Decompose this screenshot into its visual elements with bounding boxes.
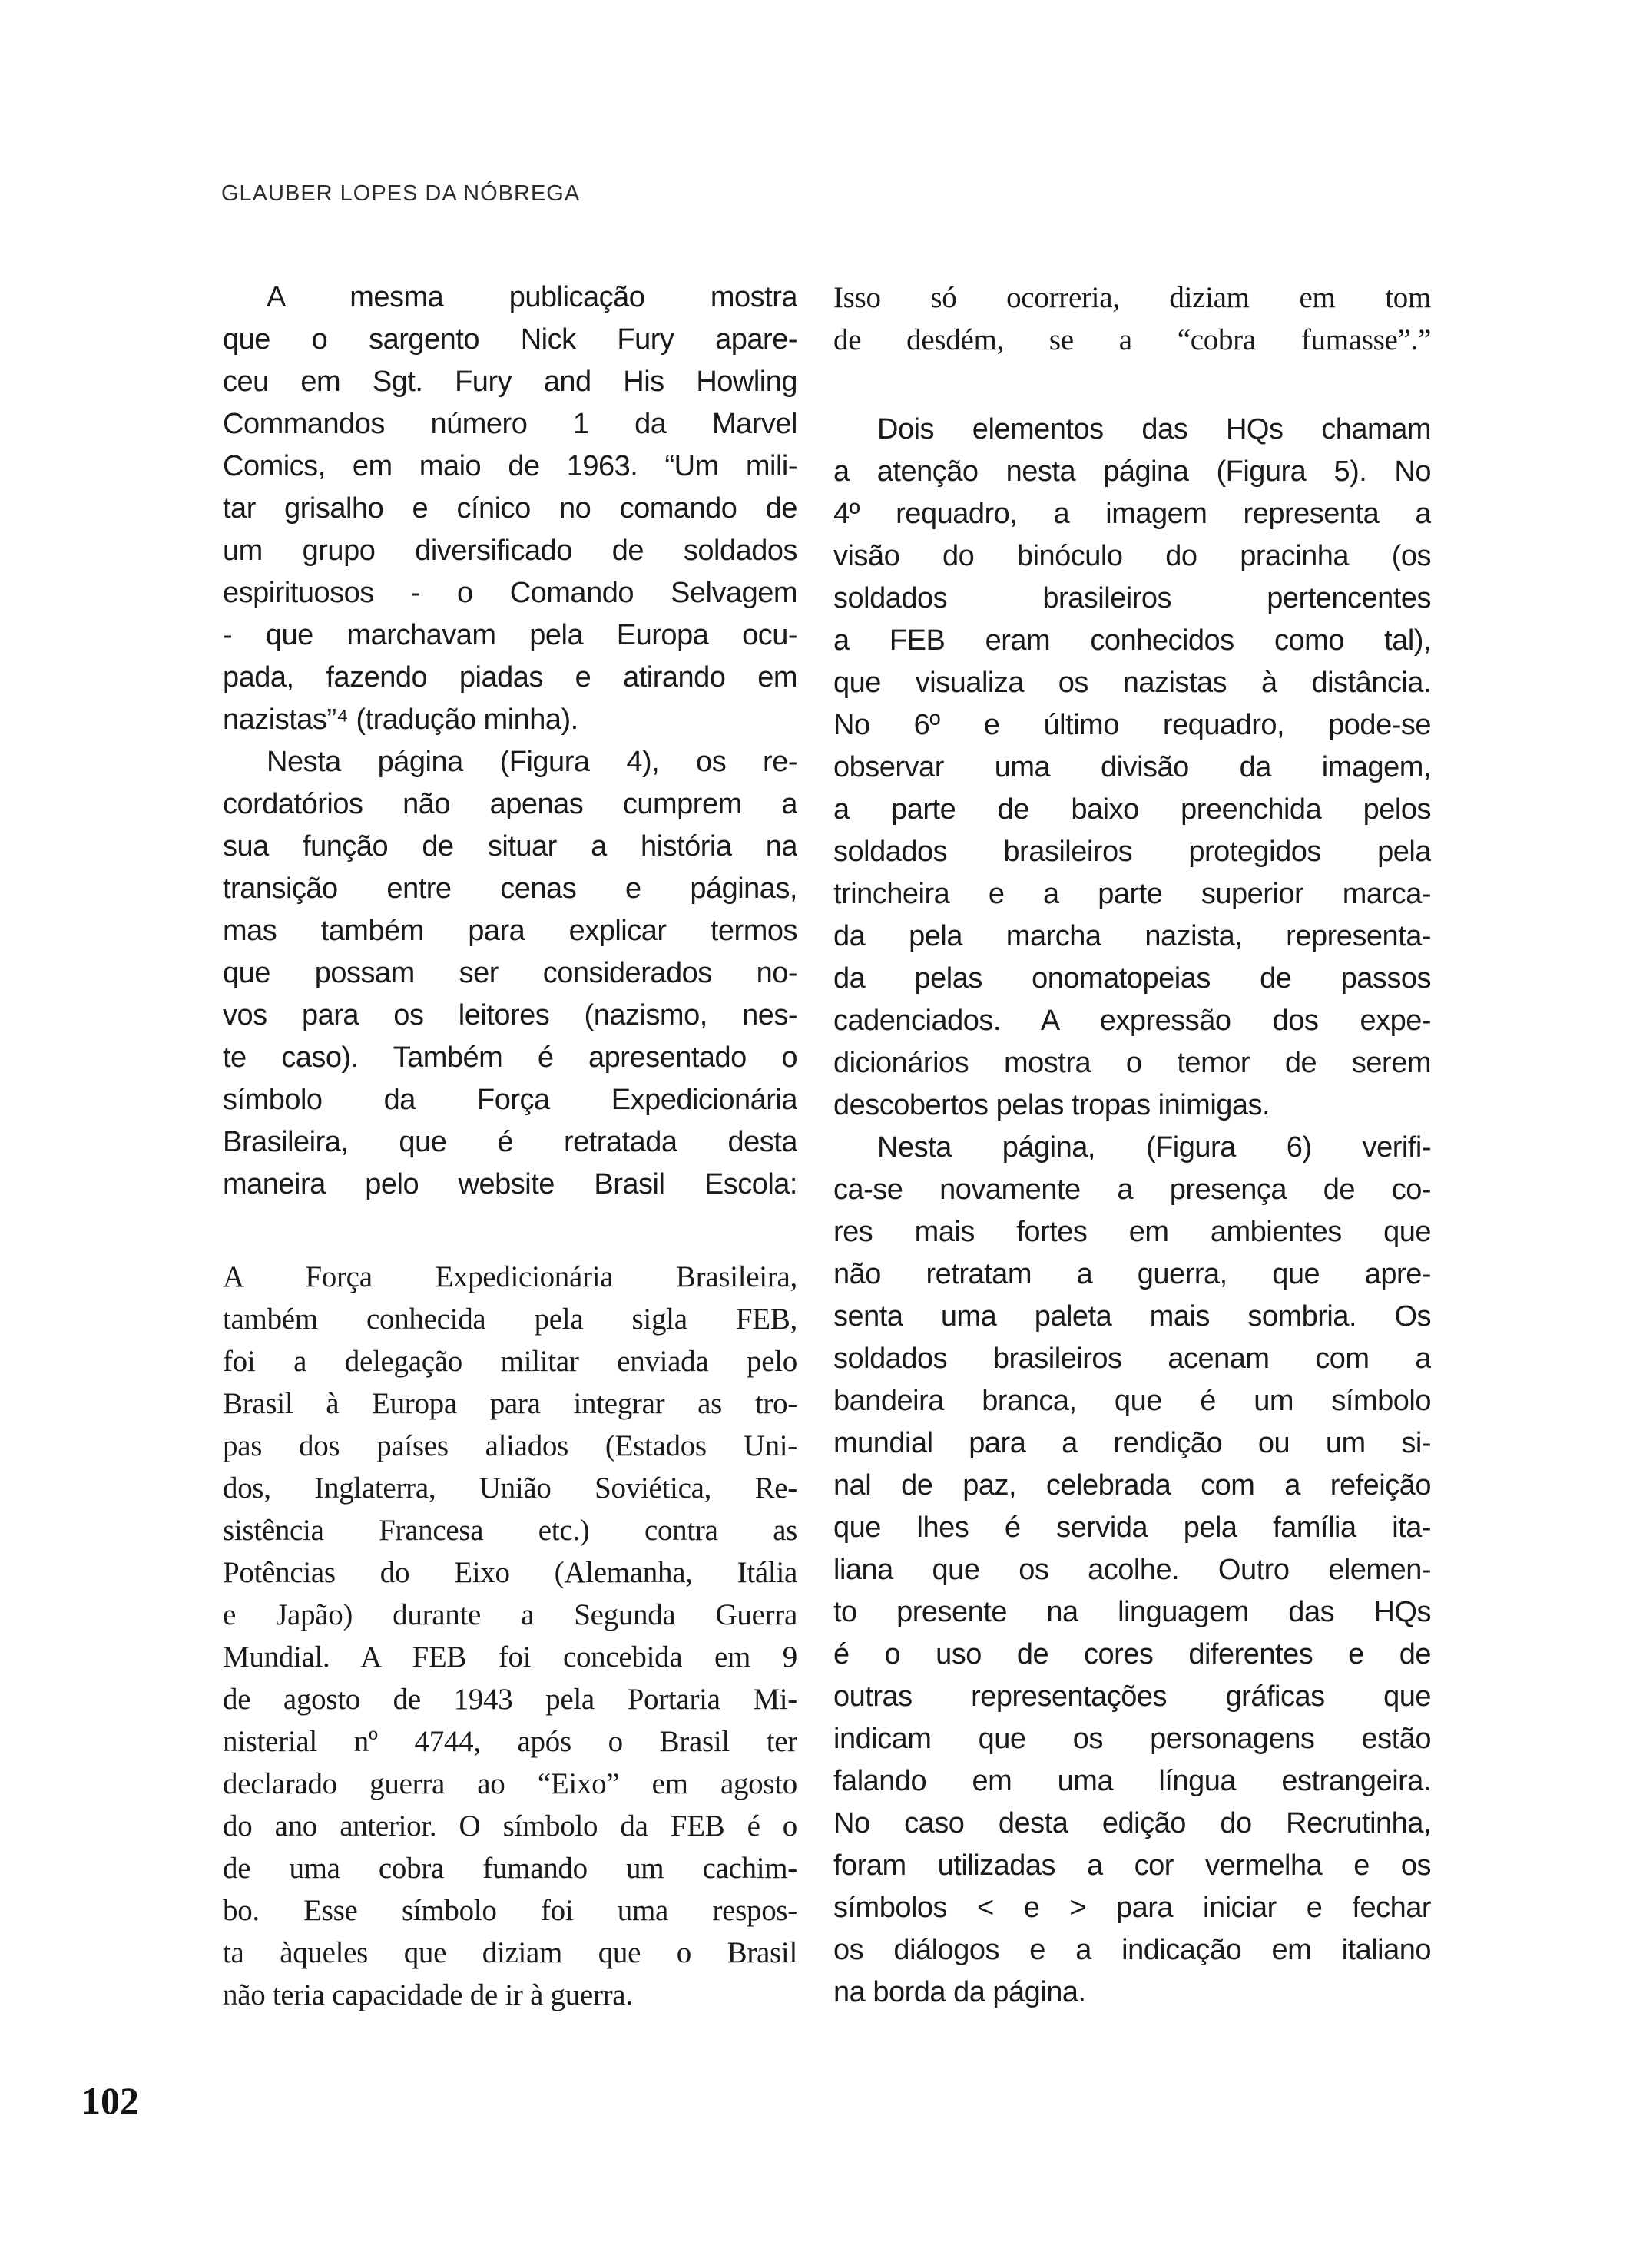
text-line: dicionários mostra o temor de serem — [833, 1047, 1431, 1079]
text-line: soldados brasileiros pertencentes — [833, 582, 1431, 614]
quote-line: Mundial. A FEB foi concebida em 9 — [223, 1641, 797, 1674]
left-quote-spacer — [223, 1206, 797, 1256]
text-line: pada, fazendo piadas e atirando em — [223, 661, 797, 694]
quote-line: não teria capacidade de ir à guerra. — [223, 1978, 633, 2011]
quote-line: A Força Expedicionária Brasileira, — [223, 1260, 797, 1293]
page-number: 102 — [81, 2079, 139, 2122]
quote-line: foi a delegação militar enviada pelo — [223, 1345, 797, 1378]
right-paragraph-spacer — [833, 361, 1431, 409]
text-line: cadenciados. A expressão dos expe- — [833, 1005, 1431, 1037]
quote-line: dos, Inglaterra, União Soviética, Re- — [223, 1472, 797, 1505]
right-body-text — [833, 409, 1431, 2014]
text-line: é o uso de cores diferentes e de — [833, 1638, 1431, 1670]
quote-line: do ano anterior. O símbolo da FEB é o — [223, 1809, 797, 1843]
text-line: te caso). Também é apresentado o — [223, 1041, 797, 1074]
quote-line: sistência Francesa etc.) contra as — [223, 1514, 797, 1547]
quote-line: Isso só ocorreria, diziam em tom — [833, 281, 1431, 314]
text-line: não retratam a guerra, que apre- — [833, 1258, 1431, 1290]
text-line: nazistas”⁴ (tradução minha). — [223, 704, 578, 736]
text-line: que possam ser considerados no- — [223, 957, 797, 989]
text-line: indicam que os personagens estão — [833, 1723, 1431, 1755]
text-line: maneira pelo website Brasil Escola: — [223, 1168, 797, 1200]
text-line: falando em uma língua estrangeira. — [833, 1765, 1431, 1797]
text-line: - que marchavam pela Europa ocu- — [223, 619, 797, 651]
text-line: Brasileira, que é retratada desta — [223, 1126, 797, 1158]
left-blockquote — [223, 1256, 797, 2016]
text-line: cordatórios não apenas cumprem a — [223, 788, 797, 820]
left-column — [223, 276, 797, 2016]
left-body-text — [223, 276, 797, 1206]
quote-line: de desdém, se a “cobra fumasse”.” — [833, 323, 1431, 356]
text-line: da pelas onomatopeias de passos — [833, 962, 1431, 995]
text-line: espirituosos - o Comando Selvagem — [223, 577, 797, 609]
text-line: Dois elementos das HQs chamam — [877, 413, 1431, 445]
text-line: a parte de baixo preenchida pelos — [833, 793, 1431, 826]
text-line: observar uma divisão da imagem, — [833, 751, 1431, 783]
text-line: to presente na linguagem das HQs — [833, 1596, 1431, 1628]
quote-line: também conhecida pela sigla FEB, — [223, 1303, 797, 1336]
text-line: res mais fortes em ambientes que — [833, 1216, 1431, 1248]
text-line: Commandos número 1 da Marvel — [223, 408, 797, 440]
text-line: liana que os acolhe. Outro elemen- — [833, 1554, 1431, 1586]
text-line: outras representações gráficas que — [833, 1680, 1431, 1713]
text-line: símbolo da Força Expedicionária — [223, 1084, 797, 1116]
text-line: transição entre cenas e páginas, — [223, 872, 797, 905]
quote-line: bo. Esse símbolo foi uma respos- — [223, 1894, 797, 1927]
text-line: que lhes é servida pela família ita- — [833, 1511, 1431, 1544]
text-line: 4º requadro, a imagem representa a — [833, 498, 1431, 530]
quote-line: ta àqueles que diziam que o Brasil — [223, 1936, 797, 1969]
text-line: No caso desta edição do Recrutinha, — [833, 1807, 1431, 1839]
text-line: um grupo diversificado de soldados — [223, 535, 797, 567]
text-line: soldados brasileiros protegidos pela — [833, 836, 1431, 868]
text-line: os diálogos e a indicação em italiano — [833, 1934, 1431, 1966]
quote-line: nisterial nº 4744, após o Brasil ter — [223, 1725, 797, 1758]
text-line: trincheira e a parte superior marca- — [833, 878, 1431, 910]
text-line: A mesma publicação mostra — [267, 281, 797, 313]
text-line: senta uma paleta mais sombria. Os — [833, 1300, 1431, 1333]
text-line: que visualiza os nazistas à distância. — [833, 667, 1431, 699]
text-line: sua função de situar a história na — [223, 830, 797, 863]
author-header: GLAUBER LOPES DA NÓBREGA — [221, 181, 581, 206]
text-line: símbolos < e > para iniciar e fechar — [833, 1892, 1431, 1924]
text-line: Comics, em maio de 1963. “Um mili- — [223, 450, 797, 482]
text-line: foram utilizadas a cor vermelha e os — [833, 1849, 1431, 1882]
text-line: que o sargento Nick Fury apare- — [223, 323, 797, 356]
right-blockquote — [833, 276, 1431, 361]
text-line: mundial para a rendição ou um si- — [833, 1427, 1431, 1459]
text-line: Nesta página (Figura 4), os re- — [267, 746, 797, 778]
text-line: a atenção nesta página (Figura 5). No — [833, 455, 1431, 488]
text-line: a FEB eram conhecidos como tal), — [833, 624, 1431, 657]
quote-line: de agosto de 1943 pela Portaria Mi- — [223, 1683, 797, 1716]
quote-line: Brasil à Europa para integrar as tro- — [223, 1387, 797, 1420]
quote-line: pas dos países aliados (Estados Uni- — [223, 1429, 797, 1462]
text-line: tar grisalho e cínico no comando de — [223, 492, 797, 525]
right-column — [833, 276, 1431, 2014]
text-line: ceu em Sgt. Fury and His Howling — [223, 366, 797, 398]
text-line: da pela marcha nazista, representa- — [833, 920, 1431, 952]
quote-line: e Japão) durante a Segunda Guerra — [223, 1598, 797, 1631]
text-line: mas também para explicar termos — [223, 915, 797, 947]
text-line: ca-se novamente a presença de co- — [833, 1174, 1431, 1206]
text-line: Nesta página, (Figura 6) verifi- — [877, 1131, 1431, 1164]
text-line: descobertos pelas tropas inimigas. — [833, 1089, 1270, 1121]
text-line: bandeira branca, que é um símbolo — [833, 1385, 1431, 1417]
quote-line: Potências do Eixo (Alemanha, Itália — [223, 1556, 797, 1589]
text-line: na borda da página. — [833, 1976, 1086, 2008]
text-columns — [223, 276, 1431, 2016]
text-line: nal de paz, celebrada com a refeição — [833, 1469, 1431, 1502]
text-line: vos para os leitores (nazismo, nes- — [223, 999, 797, 1031]
quote-line: de uma cobra fumando um cachim- — [223, 1852, 797, 1885]
text-line: visão do binóculo do pracinha (os — [833, 540, 1431, 572]
quote-line: declarado guerra ao “Eixo” em agosto — [223, 1767, 797, 1800]
text-line: No 6º e último requadro, pode-se — [833, 709, 1431, 741]
text-line: soldados brasileiros acenam com a — [833, 1343, 1431, 1375]
